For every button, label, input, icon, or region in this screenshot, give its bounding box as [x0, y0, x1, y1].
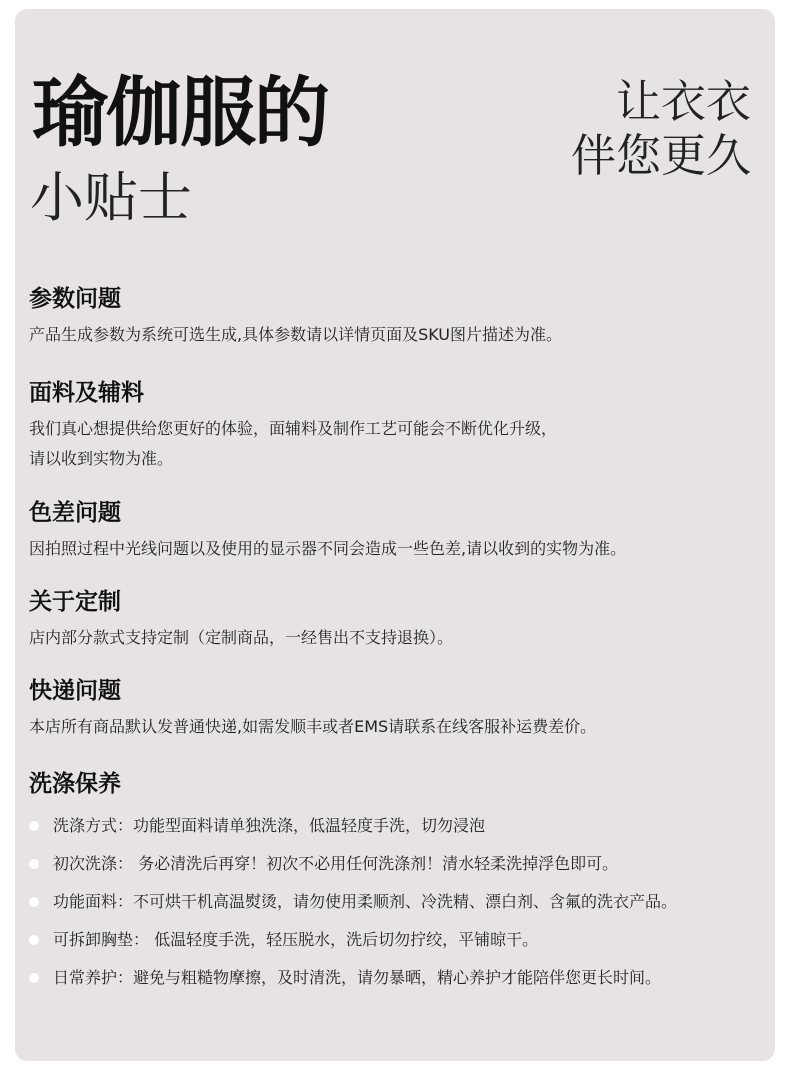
- care-item-text: 日常养护：避免与粗糙物摩擦，及时清洗，请勿暴晒，精心养护才能陪伴您更长时间。: [53, 968, 662, 987]
- section-customization: [29, 587, 759, 653]
- section-text: 产品生成参数为系统可选生成,具体参数请以详情页面及SKU图片描述为准。: [29, 325, 563, 344]
- bullet-dot-icon: [29, 973, 39, 983]
- bullet-dot-icon: [29, 821, 39, 831]
- care-item-text: 初次洗涤： 务必清洗后再穿！初次不必用任何洗涤剂！清水轻柔洗掉浮色即可。: [53, 854, 619, 873]
- section-heading: 关于定制: [29, 589, 121, 615]
- care-list: [29, 807, 759, 997]
- section-heading: 快递问题: [29, 678, 121, 704]
- section-heading: 面料及辅料: [29, 380, 144, 406]
- section-color-difference: [29, 498, 759, 564]
- bullet-dot-icon: [29, 935, 39, 945]
- slogan-line-2: 伴您更久: [570, 129, 751, 182]
- page-title: 瑜伽服的: [32, 68, 328, 157]
- care-item-text: 功能面料：不可烘干机高温熨烫，请勿使用柔顺剂、冷洗精、漂白剂、含氟的洗衣产品。: [53, 892, 678, 911]
- section-heading: 色差问题: [29, 500, 121, 526]
- list-item: [29, 921, 759, 959]
- slogan-line-1: 让衣衣: [615, 75, 751, 128]
- list-item: [29, 959, 759, 997]
- tips-card: [15, 9, 775, 1061]
- section-heading: 参数问题: [29, 286, 121, 312]
- section-text: 因拍照过程中光线问题以及使用的显示器不同会造成一些色差,请以收到的实物为准。: [29, 539, 627, 558]
- list-item: [29, 807, 759, 845]
- bullet-dot-icon: [29, 897, 39, 907]
- slogan: [571, 75, 751, 183]
- section-parameters: [29, 284, 759, 350]
- section-fabric: [29, 378, 759, 474]
- section-text: 我们真心想提供给您更好的体验，面辅料及制作工艺可能会不断优化升级，: [29, 419, 558, 438]
- care-item-text: 洗涤方式：功能型面料请单独洗涤，低温轻度手洗，切勿浸泡: [53, 816, 486, 835]
- section-heading: 洗涤保养: [29, 771, 121, 797]
- section-care: [29, 769, 759, 997]
- list-item: [29, 845, 759, 883]
- bullet-dot-icon: [29, 859, 39, 869]
- care-item-text: 可拆卸胸垫： 低温轻度手洗，轻压脱水，洗后切勿拧绞，平铺晾干。: [53, 930, 539, 949]
- section-text: 店内部分款式支持定制（定制商品，一经售出不支持退换）。: [29, 628, 454, 647]
- section-text: 本店所有商品默认发普通快递,如需发顺丰或者EMS请联系在线客服补运费差价。: [29, 717, 597, 736]
- list-item: [29, 883, 759, 921]
- page-subtitle: 小贴士: [30, 166, 192, 229]
- section-shipping: [29, 676, 759, 742]
- section-text: 请以收到实物为准。: [29, 449, 174, 468]
